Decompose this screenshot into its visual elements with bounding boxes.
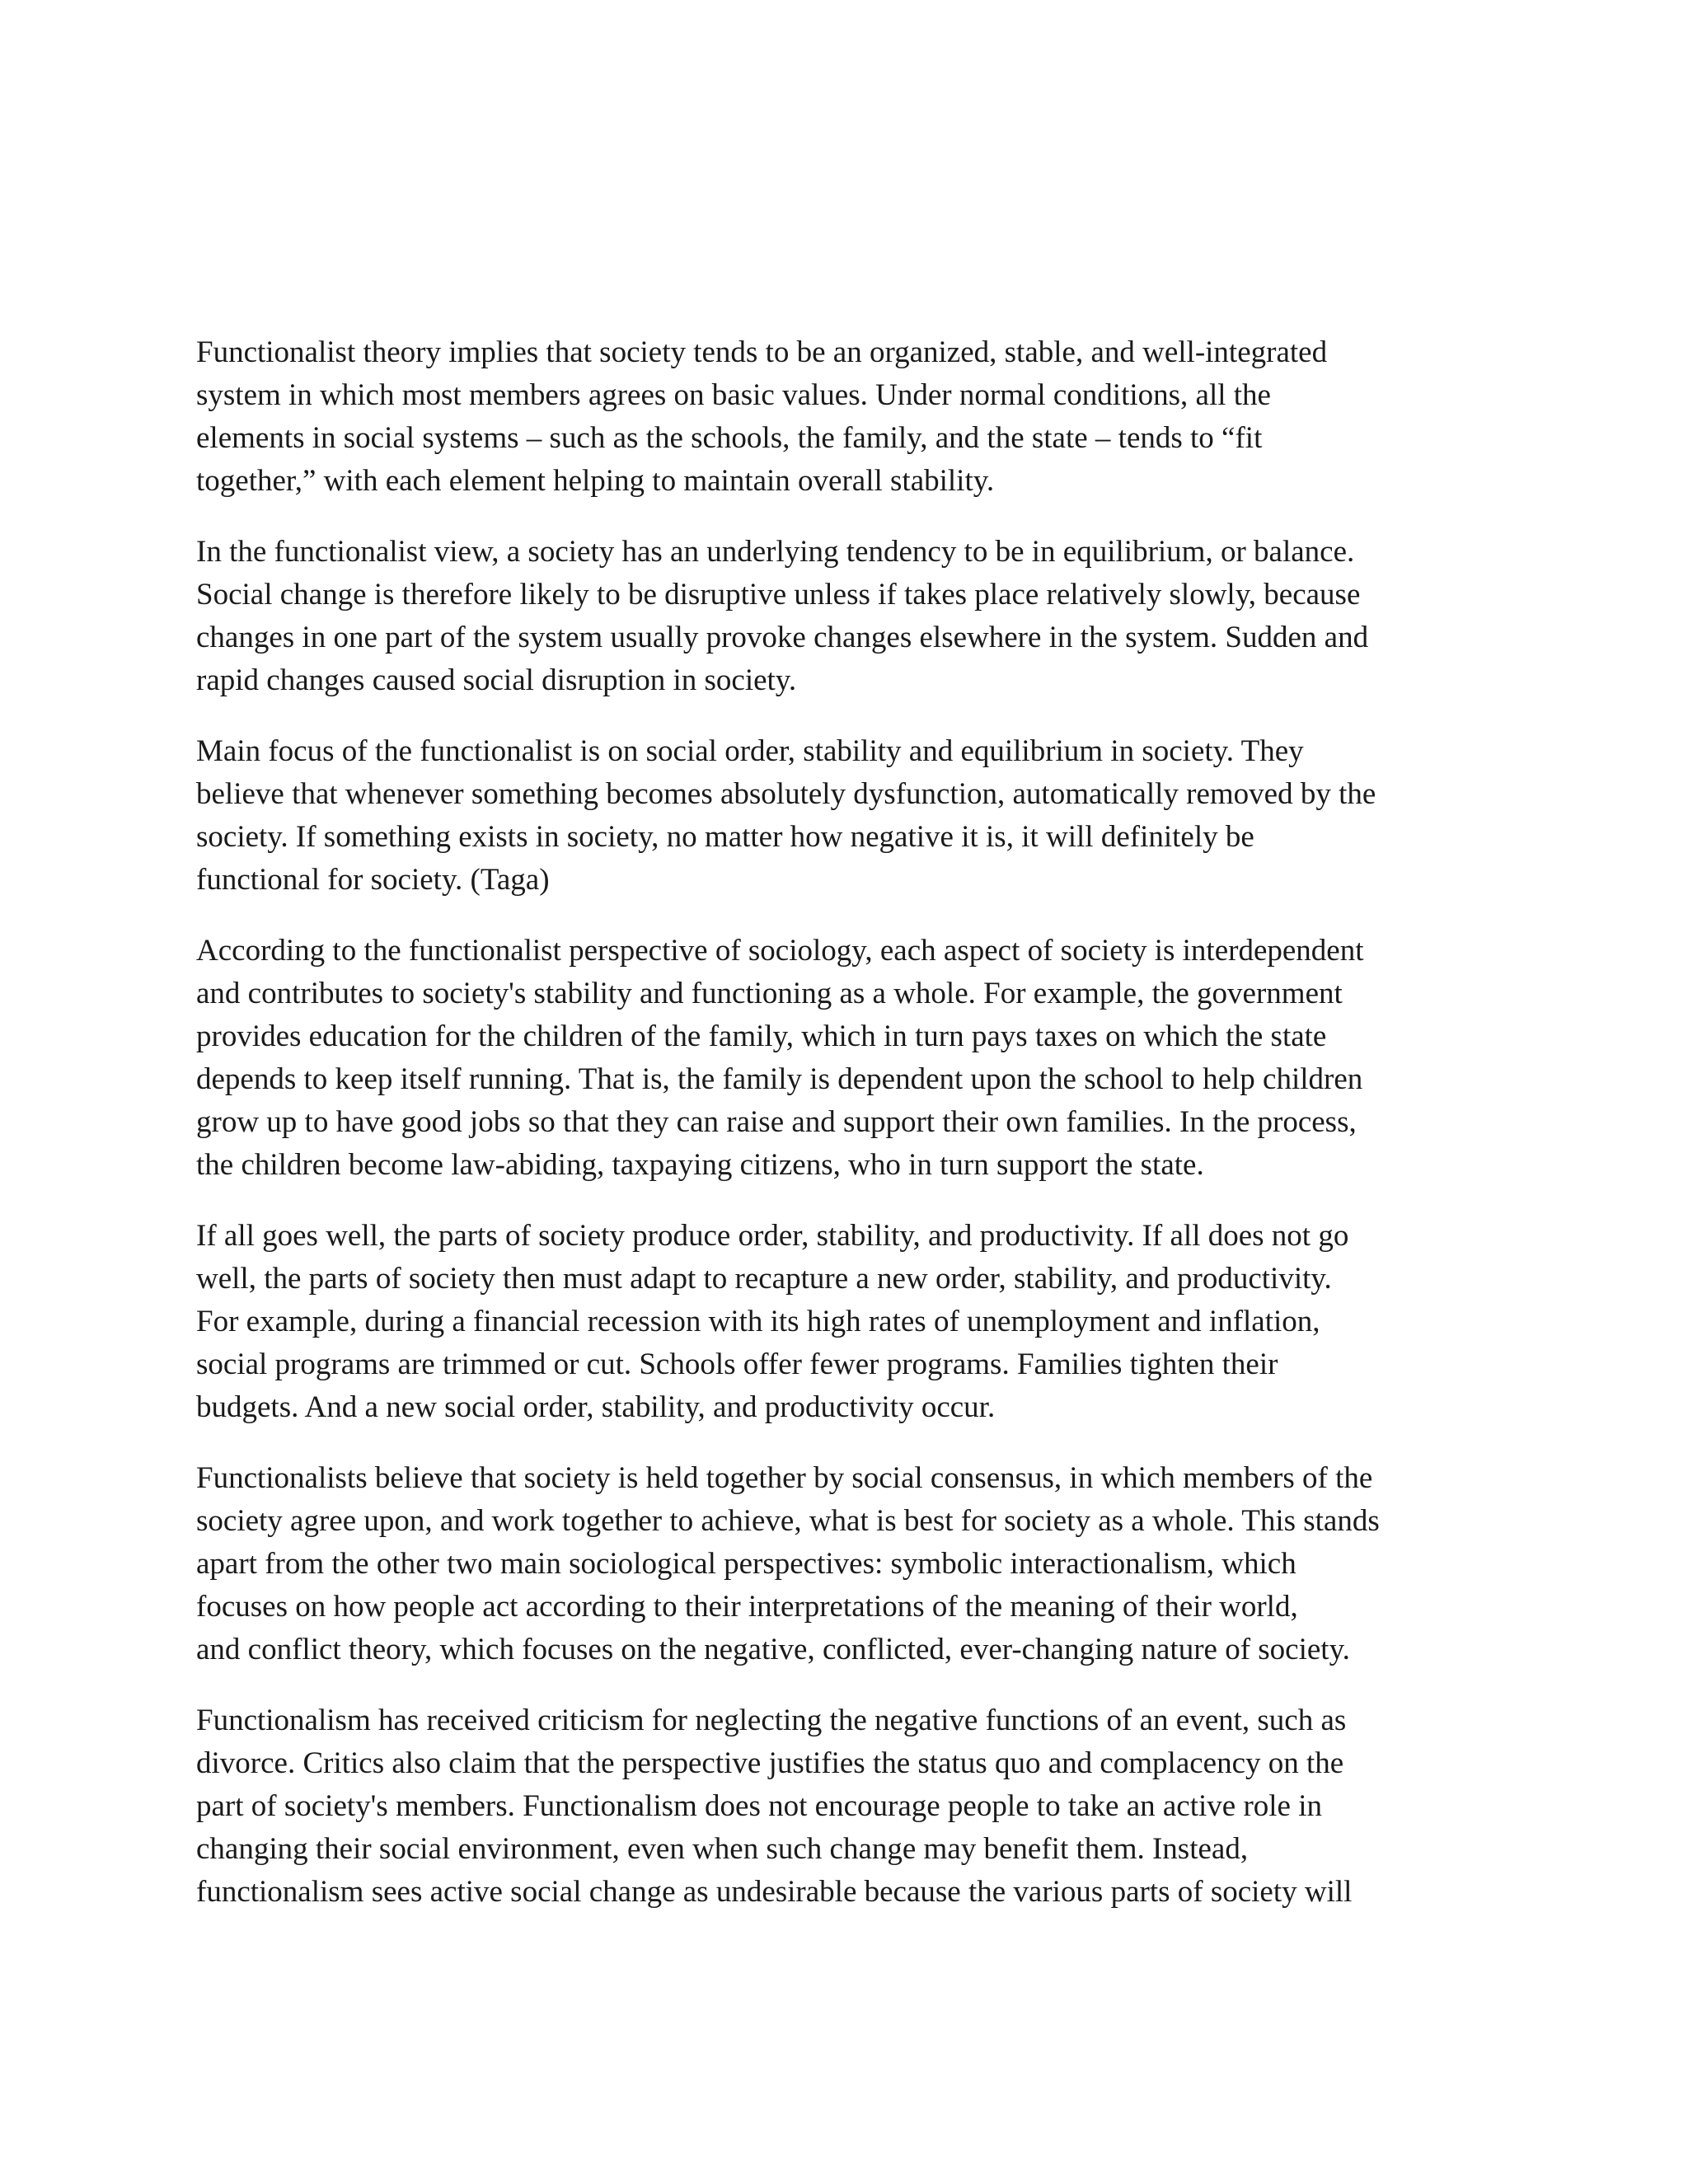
text-line: system in which most members agrees on basic values. Under normal conditions, all the	[196, 378, 1271, 412]
text-line: society agree upon, and work together to achieve, what is best for society as a whole. This stands	[196, 1504, 1380, 1538]
paragraph-functionalist-theory	[196, 331, 1498, 503]
text-line: apart from the other two main sociological perspectives: symbolic interactionalism, which	[196, 1547, 1296, 1581]
text-line: Main focus of the functionalist is on social order, stability and equilibrium in society. They	[196, 734, 1304, 768]
paragraph-criticism	[196, 1699, 1498, 1914]
text-line: For example, during a financial recession with its high rates of unemployment and inflation,	[196, 1305, 1320, 1338]
text-line: rapid changes caused social disruption in society.	[196, 663, 797, 697]
text-line: elements in social systems – such as the schools, the family, and the state – tends to “fit	[196, 421, 1263, 455]
text-line: focuses on how people act according to their interpretations of the meaning of their world,	[196, 1590, 1298, 1624]
text-line: According to the functionalist perspective of sociology, each aspect of society is interdependent	[196, 934, 1364, 968]
text-line: social programs are trimmed or cut. Schools offer fewer programs. Families tighten their	[196, 1347, 1278, 1381]
paragraph-social-consensus	[196, 1457, 1498, 1671]
text-line: functionalism sees active social change as undesirable because the various parts of society will	[196, 1875, 1353, 1909]
text-line: part of society's members. Functionalism does not encourage people to take an active role in	[196, 1789, 1323, 1823]
text-line: believe that whenever something becomes absolutely dysfunction, automatically removed by the	[196, 777, 1376, 811]
text-line: provides education for the children of the family, which in turn pays taxes on which the state	[196, 1019, 1327, 1053]
paragraph-main-focus	[196, 730, 1498, 902]
body-text	[196, 331, 1498, 1942]
text-line: Functionalists believe that society is held together by social consensus, in which members of the	[196, 1461, 1373, 1495]
text-line: society. If something exists in society, no matter how negative it is, it will definitely be	[196, 820, 1254, 854]
text-line: changes in one part of the system usually provoke changes elsewhere in the system. Sudden and	[196, 621, 1369, 654]
text-line: Social change is therefore likely to be disruptive unless if takes place relatively slowly, because	[196, 578, 1361, 612]
paragraph-equilibrium	[196, 531, 1498, 702]
text-line: depends to keep itself running. That is, the family is dependent upon the school to help children	[196, 1062, 1363, 1096]
text-line: changing their social environment, even when such change may benefit them. Instead,	[196, 1832, 1249, 1866]
text-line: well, the parts of society then must adapt to recapture a new order, stability, and productivity.	[196, 1262, 1332, 1296]
text-line: and contributes to society's stability and functioning as a whole. For example, the government	[196, 977, 1343, 1010]
text-line: budgets. And a new social order, stability, and productivity occur.	[196, 1390, 996, 1424]
paragraph-order-stability	[196, 1215, 1498, 1429]
text-line: Functionalist theory implies that society tends to be an organized, stable, and well-integrated	[196, 335, 1328, 369]
text-line: In the functionalist view, a society has an underlying tendency to be in equilibrium, or balance.	[196, 535, 1355, 569]
text-line: together,” with each element helping to maintain overall stability.	[196, 464, 995, 498]
text-line: functional for society. (Taga)	[196, 863, 550, 897]
text-line: and conflict theory, which focuses on the negative, conflicted, ever-changing nature of society.	[196, 1633, 1350, 1666]
text-line: Functionalism has received criticism for neglecting the negative functions of an event, such as	[196, 1704, 1347, 1737]
text-line: divorce. Critics also claim that the perspective justifies the status quo and complacency on the	[196, 1746, 1344, 1780]
paragraph-interdependence	[196, 930, 1498, 1187]
text-line: the children become law-abiding, taxpaying citizens, who in turn support the state.	[196, 1148, 1204, 1182]
text-line: grow up to have good jobs so that they can raise and support their own families. In the process,	[196, 1105, 1357, 1139]
text-line: If all goes well, the parts of society produce order, stability, and productivity. If all does not go	[196, 1219, 1349, 1253]
